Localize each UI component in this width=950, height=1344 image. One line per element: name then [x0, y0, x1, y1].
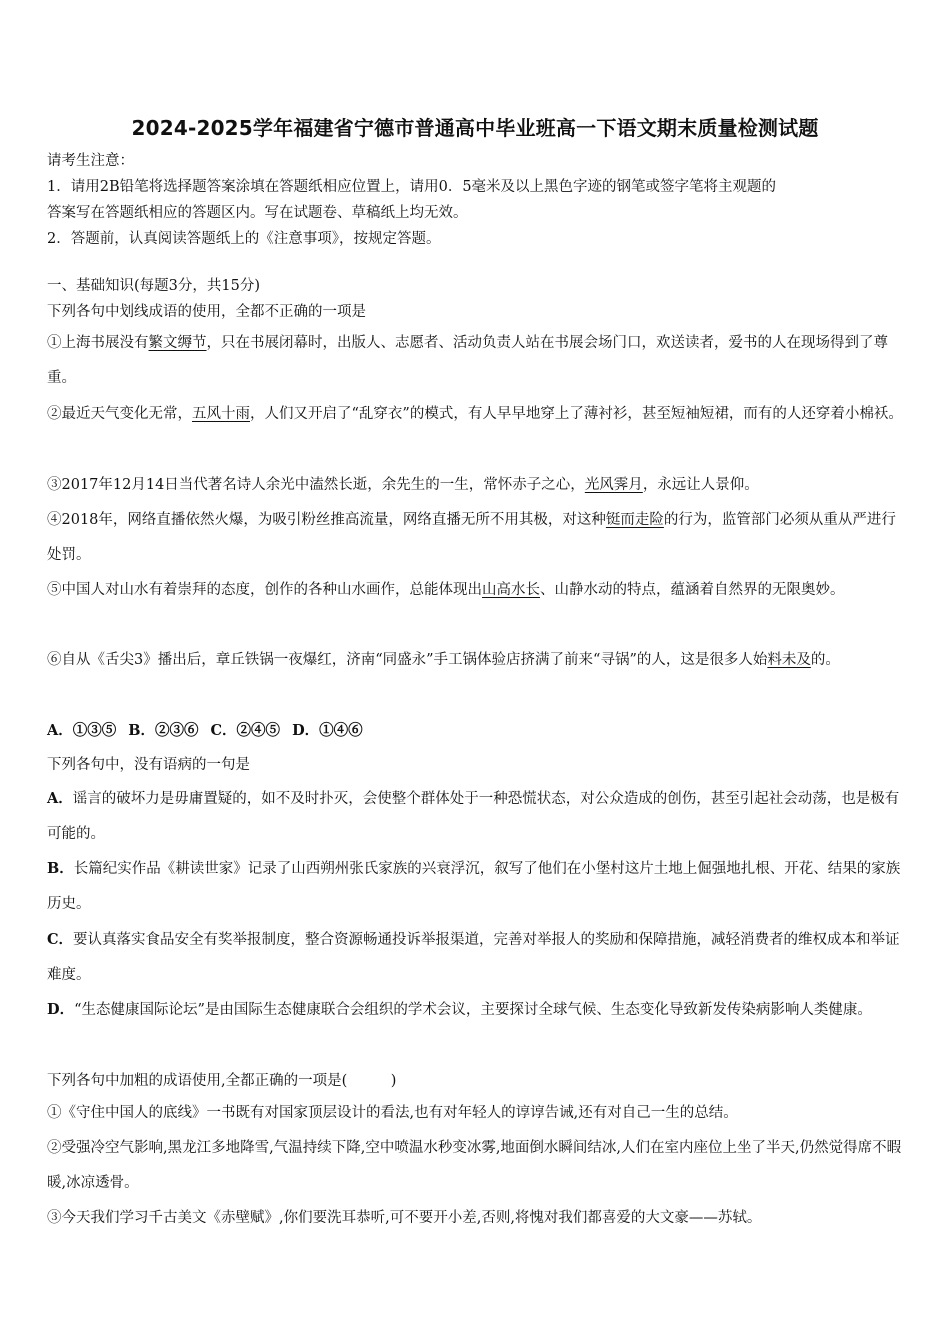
- q2-stem: 下列各句中，没有语病的一句是: [47, 757, 250, 773]
- q2-option-a[interactable]: [47, 781, 907, 852]
- q1-options: [47, 721, 907, 741]
- q2-option-c-label: C．: [47, 931, 74, 948]
- q1-s1-post: ，只在书展闭幕时，出版人、志愿者、活动负责人站在书展会场门口，欢送读者，爱书的人在现场得到了尊重。: [47, 335, 888, 386]
- q1-sentence-2: [47, 397, 907, 432]
- section-heading: 一、基础知识(每题3分，共15分): [47, 278, 260, 294]
- q1-sentence-4: [47, 503, 907, 573]
- q1-s4-idiom: 铤而走险: [605, 512, 664, 528]
- q1-sentence-6: [47, 643, 907, 678]
- q1-option-c[interactable]: C．②④⑤: [210, 722, 281, 739]
- q2-option-b[interactable]: [47, 851, 907, 922]
- q3-sentence-2: ②受强冷空气影响,黑龙江多地降雪,气温持续下降,空中喷温水秒变冰雾,地面倒水瞬间结冰,人们在室内座位上坐了半天,仍然觉得席不暇暖,冰凉透骨。: [47, 1140, 902, 1191]
- q2-option-c[interactable]: [47, 922, 907, 993]
- q1-s3-idiom: 光风霁月: [584, 477, 643, 493]
- q1-stem: 下列各句中划线成语的使用，全都不正确的一项是: [47, 304, 366, 320]
- exam-title: 2024-2025学年福建省宁德市普通高中毕业班高一下语文期末质量检测试题: [131, 116, 819, 140]
- q1-s1-pre: ①上海书展没有: [47, 335, 149, 351]
- q2-option-b-label: B．: [47, 860, 74, 877]
- q1-s5-post: 、山静水动的特点，蕴涵着自然界的无限奥妙。: [540, 582, 845, 598]
- q1-sentence-5: [47, 573, 907, 608]
- q1-s6-post: 的。: [810, 652, 840, 668]
- q1-s2-post: ，人们又开启了“乱穿衣”的模式，有人早早地穿上了薄衬衫，甚至短袖短裙，而有的人还穿着小棉袄。: [250, 406, 903, 422]
- q2-option-a-label: A．: [47, 790, 73, 807]
- q2-option-b-text: 长篇纪实作品《耕读世家》记录了山西朔州张氏家族的兴衰浮沉，叙写了他们在小堡村这片土地上倔强地扎根、开花、结果的家族历史。: [47, 861, 901, 912]
- q1-s5-idiom: 山高水长: [482, 582, 540, 598]
- q1-s2-pre: ②最近天气变化无常，: [47, 406, 192, 422]
- q3-sentence-3: ③今天我们学习千古美文《赤壁赋》,你们要洗耳恭听,可不要开小差,否则,将愧对我们都喜爱的大文豪——苏轼。: [47, 1210, 762, 1226]
- q2-option-a-text: 谣言的破坏力是毋庸置疑的，如不及时扑灭，会使整个群体处于一种恐慌状态，对公众造成的创伤，甚至引起社会动荡，也是极有可能的。: [47, 791, 900, 842]
- q2-option-c-text: 要认真落实食品安全有奖举报制度，整合资源畅通投诉举报渠道，完善对举报人的奖励和保障措施，减轻消费者的维权成本和举证难度。: [47, 932, 900, 983]
- q1-s4-pre: ④2018年，网络直播依然火爆，为吸引粉丝推高流量，网络直播无所不用其极，对这种: [47, 512, 606, 528]
- q1-s3-pre: ③2017年12月14日当代著名诗人余光中溘然长逝，余先生的一生，常怀赤子之心，: [47, 477, 585, 493]
- notice-item-2: 2．答题前，认真阅读答题纸上的《注意事项》，按规定答题。: [47, 231, 441, 247]
- notice-item-1-line-2: 答案写在答题纸相应的答题区内。写在试题卷、草稿纸上均无效。: [47, 205, 468, 221]
- q2-option-d-text: “生态健康国际论坛”是由国际生态健康联合会组织的学术会议，主要探讨全球气候、生态变化导致新发传染病影响人类健康。: [74, 1002, 872, 1018]
- q1-sentence-3: [47, 468, 907, 503]
- q3-sentence-1: ①《守住中国人的底线》一书既有对国家顶层设计的看法,也有对年轻人的谆谆告诫,还有对自己一生的总结。: [47, 1105, 738, 1121]
- q1-s1-idiom: 繁文缛节: [148, 335, 207, 351]
- q1-s2-idiom: 五风十雨: [192, 406, 250, 422]
- q3-stem: 下列各句中加粗的成语使用,全都正确的一项是( ): [47, 1073, 397, 1089]
- notice-heading: 请考生注意：: [47, 153, 134, 169]
- q1-s6-idiom: 料未及: [767, 652, 811, 668]
- q1-option-a[interactable]: A．①③⑤: [47, 722, 117, 739]
- notice-item-1-line-1: 1．请用2B铅笔将选择题答案涂填在答题纸相应位置上，请用0．5毫米及以上黑色字迹的钢笔或签字笔将主观题的: [47, 179, 777, 195]
- q1-option-d[interactable]: D．①④⑥: [292, 722, 363, 739]
- q1-option-b[interactable]: B．②③⑥: [128, 722, 199, 739]
- q1-sentence-1: [47, 326, 907, 396]
- q2-option-d-label: D．: [47, 1001, 75, 1018]
- q1-s4-post: 的行为，监管部门必须从重从严进行处罚。: [47, 512, 896, 563]
- q1-s6-pre: ⑥自从《舌尖3》播出后，章丘铁锅一夜爆红，济南“同盛永”手工锅体验店挤满了前来“寻锅”的人，这是很多人始: [47, 652, 768, 668]
- q1-s3-post: ，永远让人景仰。: [642, 477, 759, 493]
- q1-s5-pre: ⑤中国人对山水有着崇拜的态度，创作的各种山水画作，总能体现出: [47, 582, 482, 598]
- q2-option-d[interactable]: [47, 992, 907, 1028]
